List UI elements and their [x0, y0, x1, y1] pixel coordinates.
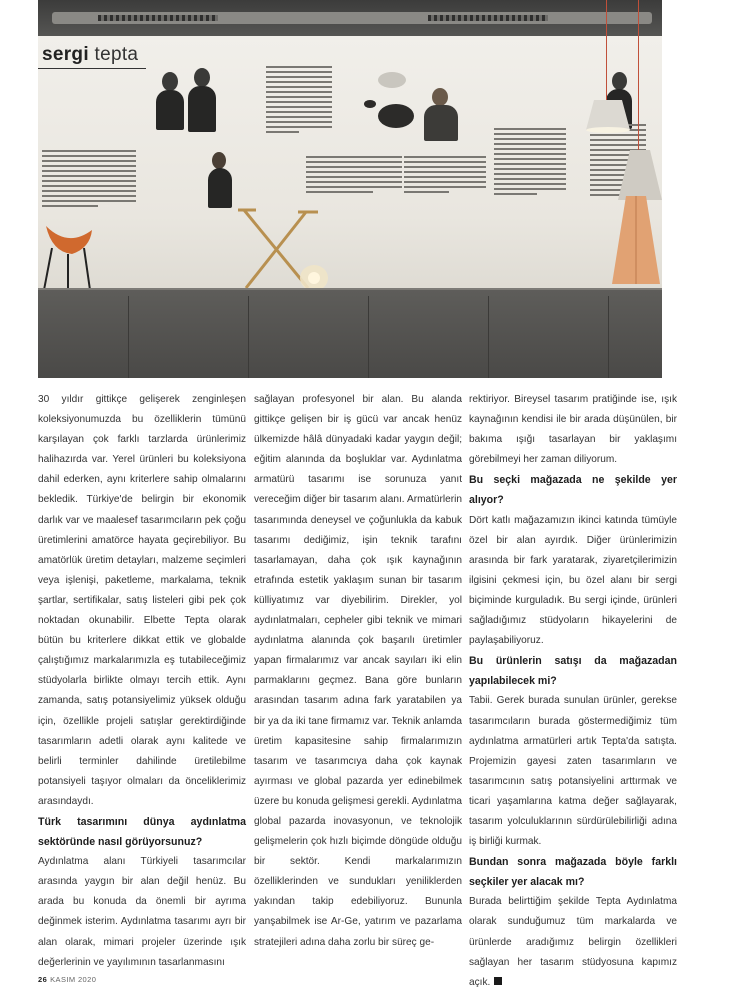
article-paragraph: Dört katlı mağazamızın ikinci katında tümüyle özel bir alan ayırdık. Diğer ürünlerimizin arasında bir fark yaratarak, ziyaretçilerimizin ilgisini çekmesi için, bu özel alanı bir sergi biçiminde kurguladık. Bu sergi içinde, ürünleri sağladığımız stüdyoların hikayelerini de paylaşabiliyoruz. — [469, 514, 677, 647]
orange-chair — [38, 218, 98, 292]
exhibition-photo — [38, 0, 662, 378]
article-paragraph: 30 yıldır gittikçe gelişerek zenginleşen koleksiyonumuzda bu özelliklerin tümünü karşılayan çok farklı tarzlarda ürünlerimiz halihazırda var. Yerel ürünleri bu koleksiyona dahil ederken, aynı kriterlere sahip olmalarını bekledik. Türkiye'de belirgin bir ekonomik darlık var ve maalesef tasarımcıların pek çoğu üretimlerini amatörce hayata geçirebiliyor. Bu amatörlük üretim detayları, malzeme seçimleri veya işlenişi, paketleme, markalama, teknik şartlar, sertifikalar, satış listeleri gibi pek çok noktadan okunabilir. Elbette Tepta olarak bütün bu kriterlere dikkat ettik ve globalde çalıştığımız markalarımızla eş tutabileceğimiz stüdyolarla birlikte olmayı tercih ettik. Aynı zamanda, satış potansiyelimiz yüksek olduğu için, özellikle projeli satışlar gerektirdiğinde tasarımların adetli olarak aynı kalitede ve belirli terminler dahilinde üretilebilme potansiyeli taşıyor olmaları da önceliklerimiz arasındaydı. — [38, 394, 246, 807]
wall-caption — [494, 128, 566, 198]
glass-lamp — [296, 258, 332, 292]
interview-question: Türk tasarımını dünya aydınlatma sektöründe nasıl görüyorsunuz? — [38, 815, 246, 849]
interview-question: Bu ürünlerin satışı da mağazadan yapılabilecek mi? — [469, 655, 677, 688]
lamp-sketch-icon — [356, 66, 424, 136]
article-column-2 — [254, 390, 462, 953]
interview-question: Bundan sonra mağazada böyle farklı seçkiler yer alacak mı? — [469, 856, 677, 889]
page-footer — [38, 975, 96, 984]
pendant-cord — [638, 0, 639, 150]
ceiling-vent — [428, 15, 548, 21]
article-paragraph — [469, 892, 677, 992]
article-column-3 — [469, 390, 677, 993]
wall-caption — [42, 150, 136, 210]
counter-panel-seam — [608, 296, 609, 378]
pendant-lamp — [586, 100, 630, 134]
pendant-cord — [606, 0, 607, 100]
article-paragraph: sağlayan profesyonel bir alan. Bu alanda gittikçe gelişen bir iş gücü var ancak henüz ülkemizde hâlâ dünyadaki kadar yaygın değil; eğitim alanında da boşluklar var. Aydınlatma armatürü tasarımı ise sorunuza yanıt vereceğim diğer bir tasarım alanı. Armatürlerin tasarımında deneysel ve çoğunlukla da kabuk tasarımı dediğimiz, işin teknik tarafını tasarlamayan, daha çok ışık kaynağının etrafında estetik yaklaşım sunan bir tasarım külliyatımız var diyebilirim. Direkler, yol aydınlatmaları, cepheler gibi teknik ve mimari aydınlatma alanında çok başarılı üretimler yapan firmalarımız var ancak sayıları iki elin parmaklarını geçmez. Bana göre bunların arasından tasarım adına fark yaratabilen ya bir ya da iki tane firmamız var. Teknik anlamda üretim kapasitesine sahip firmalarımızın tasarım ve tasarımcıya daha çok kaynak ayırması ve global pazarda yer edinebilmek üzere bu konuda gelişmesi gerekli. Aydınlatma global pazarda inovasyonun, ve teknolojik gelişmelerin çok hızlı biçimde döngüde olduğu bir sektör. Kendi markalarımızın özelliklerinden ve sundukları yeniliklerden yakından takip edebiliyoruz. Bununla yanşabilmek ise Ar-Ge, yatırım ve pazarlama stratejileri adına daha zorlu bir süreç ge- — [254, 394, 462, 948]
end-of-article-icon — [494, 977, 502, 985]
closing-text: Burada belirttiğim şekilde Tepta Aydınlatma olarak sunduğumuz tüm markalarda ve ürünlerde aradığımız belirgin özellikleri sağlayan her tasarım stüdyosuna kapımız açık. — [469, 896, 677, 988]
article-paragraph: Tabii. Gerek burada sunulan ürünler, gerekse tasarımcıların burada göstermediğimiz tüm aydınlatma armatürleri artık Tepta'da satışta. Projemizin gayesi zaten tasarımların ve tasarımcının satış potansiyelini arttırmak ve ticari yaşamlarına katma değer sağlayarak, tasarım yolculuklarının sürdürülebilirliği adına iş birliği kurmak. — [469, 695, 677, 848]
counter-panel-seam — [368, 296, 369, 378]
brand-logo: sergi tepta — [42, 44, 139, 65]
ceiling-vent — [98, 15, 218, 21]
article-column-1 — [38, 390, 246, 973]
display-counter — [38, 290, 662, 378]
counter-panel-seam — [248, 296, 249, 378]
wall-caption — [266, 66, 332, 136]
interview-question: Bu seçki mağazada ne şekilde yer alıyor? — [469, 474, 677, 507]
wooden-lamp — [608, 196, 662, 290]
counter-panel-seam — [488, 296, 489, 378]
counter-panel-seam — [128, 296, 129, 378]
article-paragraph: Aydınlatma alanı Türkiyeli tasarımcılar arasında yaygın bir alan değil henüz. Bu arada bu konuda da önemli bir ayrıma değinmek isterim. Aydınlatma tasarımı ayrı bir alan olarak, mimari projeler üzerinde ışık değerlerinin ve yayılımının tasarlanmasını — [38, 856, 246, 968]
page-number: 26 — [38, 975, 48, 984]
issue-date: KASIM 2020 — [50, 975, 97, 984]
article-paragraph: rektiriyor. Bireysel tasarım pratiğinde ise, ışık kaynağının kendisi ile bir arada düşünülen, bir bakıma ışığı tasarlayan bir yaklaşımı görebilmeyi her zaman diliyorum. — [469, 394, 677, 466]
wall-caption — [306, 156, 402, 196]
wall-caption — [404, 156, 486, 196]
brand-rule — [38, 68, 146, 69]
